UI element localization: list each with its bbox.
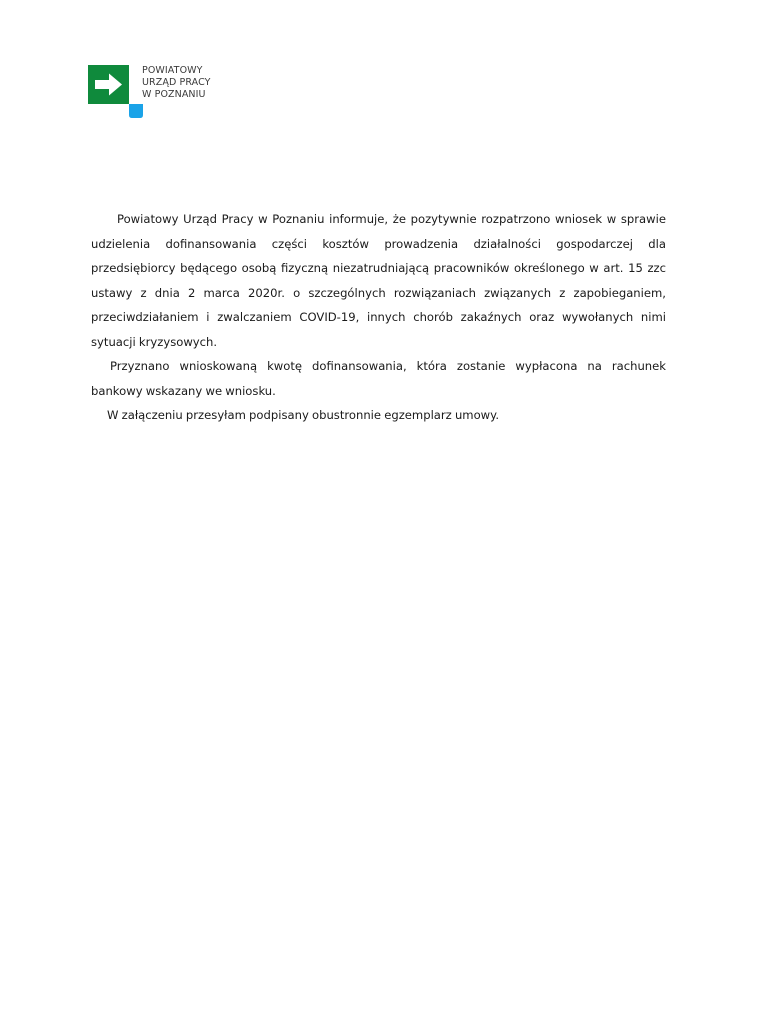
office-name-line-2: URZĄD PRACY xyxy=(142,77,211,88)
logo-blue-tab xyxy=(129,104,143,118)
office-name-line-3: W POZNANIU xyxy=(142,89,206,100)
letter-body xyxy=(91,207,666,428)
office-name-line-1: POWIATOWY xyxy=(142,65,203,76)
arrow-right-icon xyxy=(88,65,144,118)
paragraph-decision: Powiatowy Urząd Pracy w Poznaniu informuje, że pozytywnie rozpatrzono wniosek w sprawie udzielenia dofinansowania części kosztów prowadzenia działalności gospodarczej dla przedsiębiorcy będącego osobą fizyczną niezatrudniającą pracowników określonego w art. 15 zzc ustawy z dnia 2 marca 2020r. o szczególnych rozwiązaniach związanych z zapobieganiem, przeciwdziałaniem i zwalczaniem COVID-19, innych chorób zakaźnych oraz wywołanych nimi sytuacji kryzysowych. xyxy=(91,212,666,349)
paragraph-grant: Przyznano wnioskowaną kwotę dofinansowania, która zostanie wypłacona na rachunek bankowy wskazany we wniosku. xyxy=(91,359,666,398)
office-name xyxy=(142,65,211,101)
office-logo xyxy=(88,65,248,120)
paragraph-attachment: W załączeniu przesyłam podpisany obustronnie egzemplarz umowy. xyxy=(107,408,500,422)
